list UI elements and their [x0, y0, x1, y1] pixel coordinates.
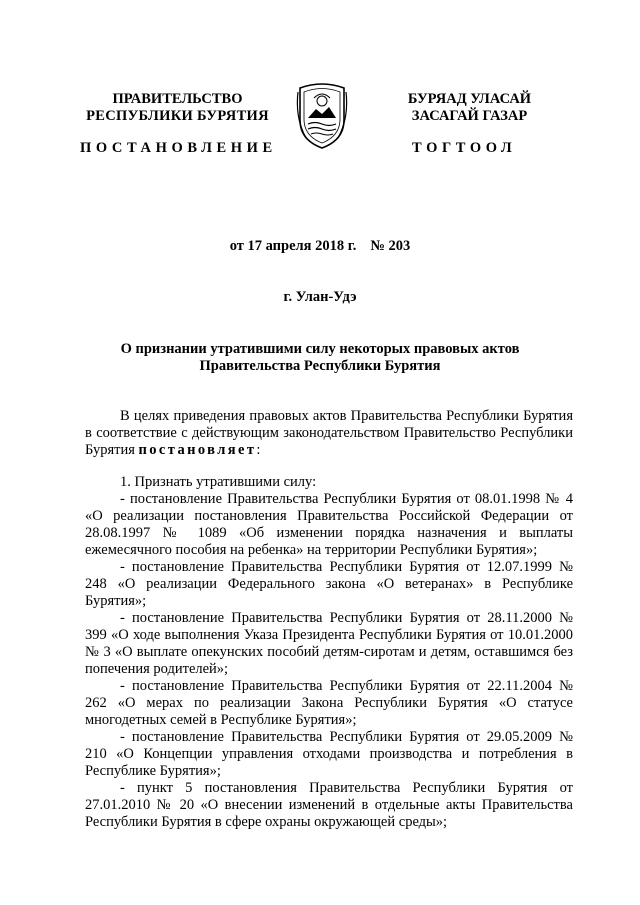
- subject-line-2: Правительства Республики Бурятия: [199, 358, 441, 374]
- subject-line-1: О признании утратившими силу некоторых правовых актов: [120, 341, 520, 357]
- issuer-buryat-line-1: БУРЯАД УЛАСАЙ: [407, 91, 532, 107]
- preamble-text: В целях приведения правовых актов Правительства Республики Бурятия в соответствие с действующим законодательством Правительство Республики Бурятия: [85, 408, 573, 458]
- list-item: - постановление Правительства Республики Бурятия от 28.11.2000 № 399 «О ходе выполнения Указа Президента Республики Бурятия от 10.01.2000 № 3 «О выплате опекунских пособий детям-сиротам и детям, оставшимся без попечения родителей»;: [85, 610, 573, 677]
- list-item: - постановление Правительства Республики Бурятия от 08.01.1998 № 4 «О реализации постановления Правительства Российской Федерации от 28.08.1997 № 1089 «Об изменении порядка назначения и выплаты ежемесячного пособия на ребенка» на территории Республики Бурятия»;: [85, 491, 573, 558]
- issuer-buryat-line-2: ЗАСАГАЙ ГАЗАР: [411, 108, 528, 124]
- document-type-buryat: ТОГТООЛ: [412, 140, 517, 156]
- document-number: № 203: [370, 238, 411, 254]
- document-subject: [90, 341, 550, 375]
- item-intro: 1. Признать утратившими силу:: [120, 474, 317, 490]
- list-item: - постановление Правительства Республики Бурятия от 12.07.1999 № 248 «О реализации Федерального закона «О ветеранах» в Республике Бурятия»;: [85, 559, 573, 609]
- issuer-line-2: РЕСПУБЛИКИ БУРЯТИЯ: [86, 108, 269, 124]
- document-type-russian: ПОСТАНОВЛЕНИЕ: [80, 140, 277, 156]
- document-date: от 17 апреля 2018 г.: [229, 238, 357, 254]
- preamble: [85, 408, 573, 459]
- document-city: г. Улан-Удэ: [283, 289, 357, 305]
- list-item: - постановление Правительства Республики Бурятия от 29.05.2009 № 210 «О Концепции управления отходами производства и потребления в Республике Бурятия»;: [85, 729, 573, 779]
- decision-items: [85, 474, 573, 831]
- issuer-line-1: ПРАВИТЕЛЬСТВО: [112, 91, 243, 107]
- preamble-tail: :: [256, 442, 261, 458]
- date-number-line: [0, 238, 640, 255]
- list-item: - постановление Правительства Республики Бурятия от 22.11.2004 № 262 «О мерах по реализации Закона Республики Бурятия «О статусе многодетных семей в Республике Бурятия»;: [85, 678, 573, 728]
- list-item: - пункт 5 постановления Правительства Республики Бурятия от 27.01.2010 № 20 «О внесении изменений в отдельные акты Правительства Республики Бурятия в сфере охраны окружающей среды»;: [85, 780, 573, 830]
- republic-of-buryatia-coat-of-arms-icon: [296, 78, 348, 150]
- preamble-decision-word: постановляет: [138, 442, 257, 458]
- issuer-name-russian: [85, 91, 270, 125]
- issuer-name-buryat: [382, 91, 557, 125]
